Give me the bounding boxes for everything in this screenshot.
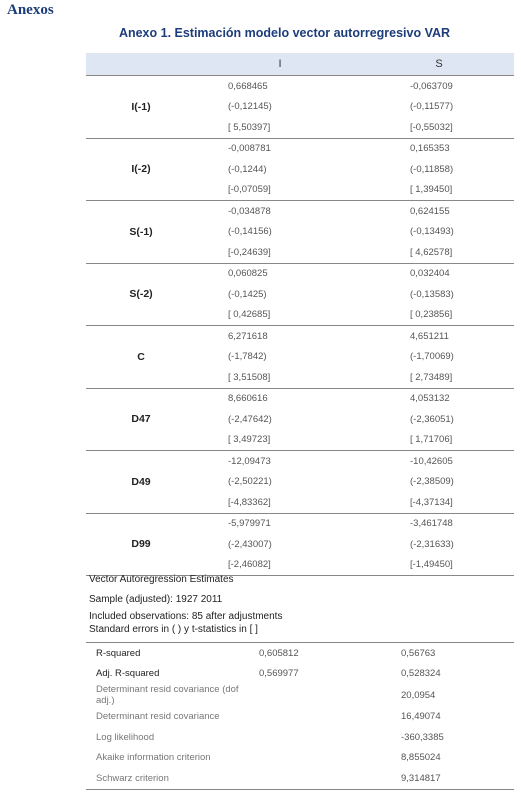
stat-label: Schwarz criterion (96, 772, 169, 784)
cell-col-s: 0,032404 (410, 268, 450, 280)
cell-col-i: 0,060825 (228, 268, 268, 280)
var-table-body (86, 76, 514, 576)
table-row (86, 76, 514, 97)
cell-col-s: [ 4,62578] (364, 242, 514, 263)
stat-value-s: 20,0954 (401, 689, 436, 701)
variable-label: S(-2) (86, 263, 196, 326)
cell-col-i: (-0,14156) (228, 226, 272, 238)
stat-value-i (259, 706, 371, 727)
table-row (86, 513, 514, 534)
note-sample: Sample (adjusted): 1927 2011 (89, 594, 223, 605)
section-title: Anexos (7, 2, 54, 18)
stat-value-s: 0,56763 (401, 647, 436, 659)
cell-col-i: [-2,46082] (196, 555, 364, 576)
header-empty (86, 53, 196, 76)
variable-label: D99 (86, 513, 196, 576)
cell-col-s: -10,42605 (410, 455, 453, 467)
cell-col-i: -5,979971 (228, 518, 271, 530)
variable-label: D47 (86, 388, 196, 451)
cell-col-i: [ 5,50397] (196, 117, 364, 138)
cell-col-i: (-0,1425) (228, 288, 267, 300)
cell-col-i: (-0,1244) (228, 163, 267, 175)
cell-col-s: [-1,49450] (364, 555, 514, 576)
cell-col-s: [ 2,73489] (364, 367, 514, 388)
cell-col-i: -12,09473 (228, 455, 271, 467)
stat-row (86, 747, 514, 768)
variable-label: I(-1) (86, 76, 196, 139)
cell-col-i: 0,668465 (228, 80, 268, 92)
fit-statistics-body (86, 643, 514, 790)
cell-col-i: [-0,07059] (196, 180, 364, 201)
stat-value-s: 0,528324 (401, 668, 441, 680)
cell-col-i: 6,271618 (228, 330, 268, 342)
cell-col-i: -0,034878 (228, 205, 271, 217)
cell-col-s: [-4,37134] (364, 492, 514, 513)
stat-row (86, 706, 514, 727)
cell-col-i: [ 3,49723] (196, 430, 364, 451)
cell-col-s: 0,165353 (410, 143, 450, 155)
header-col-s: S (364, 53, 514, 76)
cell-col-s: (-0,13493) (410, 226, 454, 238)
fit-statistics-table (86, 642, 514, 790)
cell-col-i: [-4,83362] (196, 492, 364, 513)
stat-value-i (259, 747, 371, 768)
estimation-notes (89, 570, 282, 636)
table-row (86, 326, 514, 347)
stat-label: R-squared (96, 647, 141, 659)
table-header-row (86, 53, 514, 76)
stat-value-i (259, 768, 371, 789)
table-row (86, 263, 514, 284)
stat-value-i: 0,605812 (259, 647, 299, 659)
cell-col-i: (-2,50221) (228, 476, 272, 488)
stat-label: Determinant resid covariance (dof adj.) (96, 684, 239, 707)
cell-col-i: (-1,7842) (228, 351, 267, 363)
cell-col-i: (-0,12145) (228, 101, 272, 113)
cell-col-i: (-2,47642) (228, 413, 272, 425)
table-title: Anexo 1. Estimación modelo vector autorregresivo VAR (118, 26, 451, 40)
header-col-i: I (196, 53, 364, 76)
note-errors: Standard errors in ( ) y t-statistics in [ ] (89, 624, 258, 635)
stat-value-s: -360,3385 (401, 731, 444, 743)
variable-label: S(-1) (86, 201, 196, 264)
cell-col-s: -0,063709 (410, 80, 453, 92)
cell-col-s: [ 1,71706] (364, 430, 514, 451)
stat-row (86, 664, 514, 685)
cell-col-s: (-2,38509) (410, 476, 454, 488)
table-row (86, 201, 514, 222)
cell-col-i: 8,660616 (228, 393, 268, 405)
cell-col-s: [ 0,23856] (364, 305, 514, 326)
cell-col-s: [ 1,39450] (364, 180, 514, 201)
stat-label: Log likelihood (96, 731, 155, 743)
stat-row (86, 727, 514, 748)
stat-label: Determinant resid covariance (96, 710, 220, 722)
cell-col-s: (-1,70069) (410, 351, 454, 363)
cell-col-s: 0,624155 (410, 205, 450, 217)
cell-col-s: (-2,31633) (410, 538, 454, 550)
cell-col-s: 4,053132 (410, 393, 450, 405)
stat-value-i (259, 727, 371, 748)
cell-col-s: (-2,36051) (410, 413, 454, 425)
stat-label: Adj. R-squared (96, 668, 160, 680)
cell-col-s: (-0,13583) (410, 288, 454, 300)
stat-value-s: 8,855024 (401, 752, 441, 764)
cell-col-i: [ 0,42685] (196, 305, 364, 326)
table-row (86, 138, 514, 159)
stat-value-i (259, 684, 371, 706)
table-row (86, 451, 514, 472)
stat-row (86, 643, 514, 664)
stat-value-s: 16,49074 (401, 710, 441, 722)
cell-col-s: (-0,11858) (410, 163, 454, 175)
cell-col-i: (-2,43007) (228, 538, 272, 550)
variable-label: D49 (86, 451, 196, 514)
cell-col-s: [-0,55032] (364, 117, 514, 138)
stat-value-i: 0,569977 (259, 668, 299, 680)
stat-value-s: 9,314817 (401, 772, 441, 784)
cell-col-s: -3,461748 (410, 518, 453, 530)
stat-label: Akaike information criterion (96, 752, 211, 764)
note-title: Vector Autoregression Estimates (89, 574, 234, 585)
cell-col-s: 4,651211 (410, 330, 449, 342)
cell-col-i: -0,008781 (228, 143, 271, 155)
variable-label: C (86, 326, 196, 389)
cell-col-i: [-0,24639] (196, 242, 364, 263)
note-observations: Included observations: 85 after adjustments (89, 611, 283, 622)
cell-col-i: [ 3,51508] (196, 367, 364, 388)
cell-col-s: (-0,11577) (410, 101, 454, 113)
stat-row (86, 684, 514, 706)
stat-row (86, 768, 514, 789)
var-estimates-table (86, 53, 514, 576)
variable-label: I(-2) (86, 138, 196, 201)
table-row (86, 388, 514, 409)
